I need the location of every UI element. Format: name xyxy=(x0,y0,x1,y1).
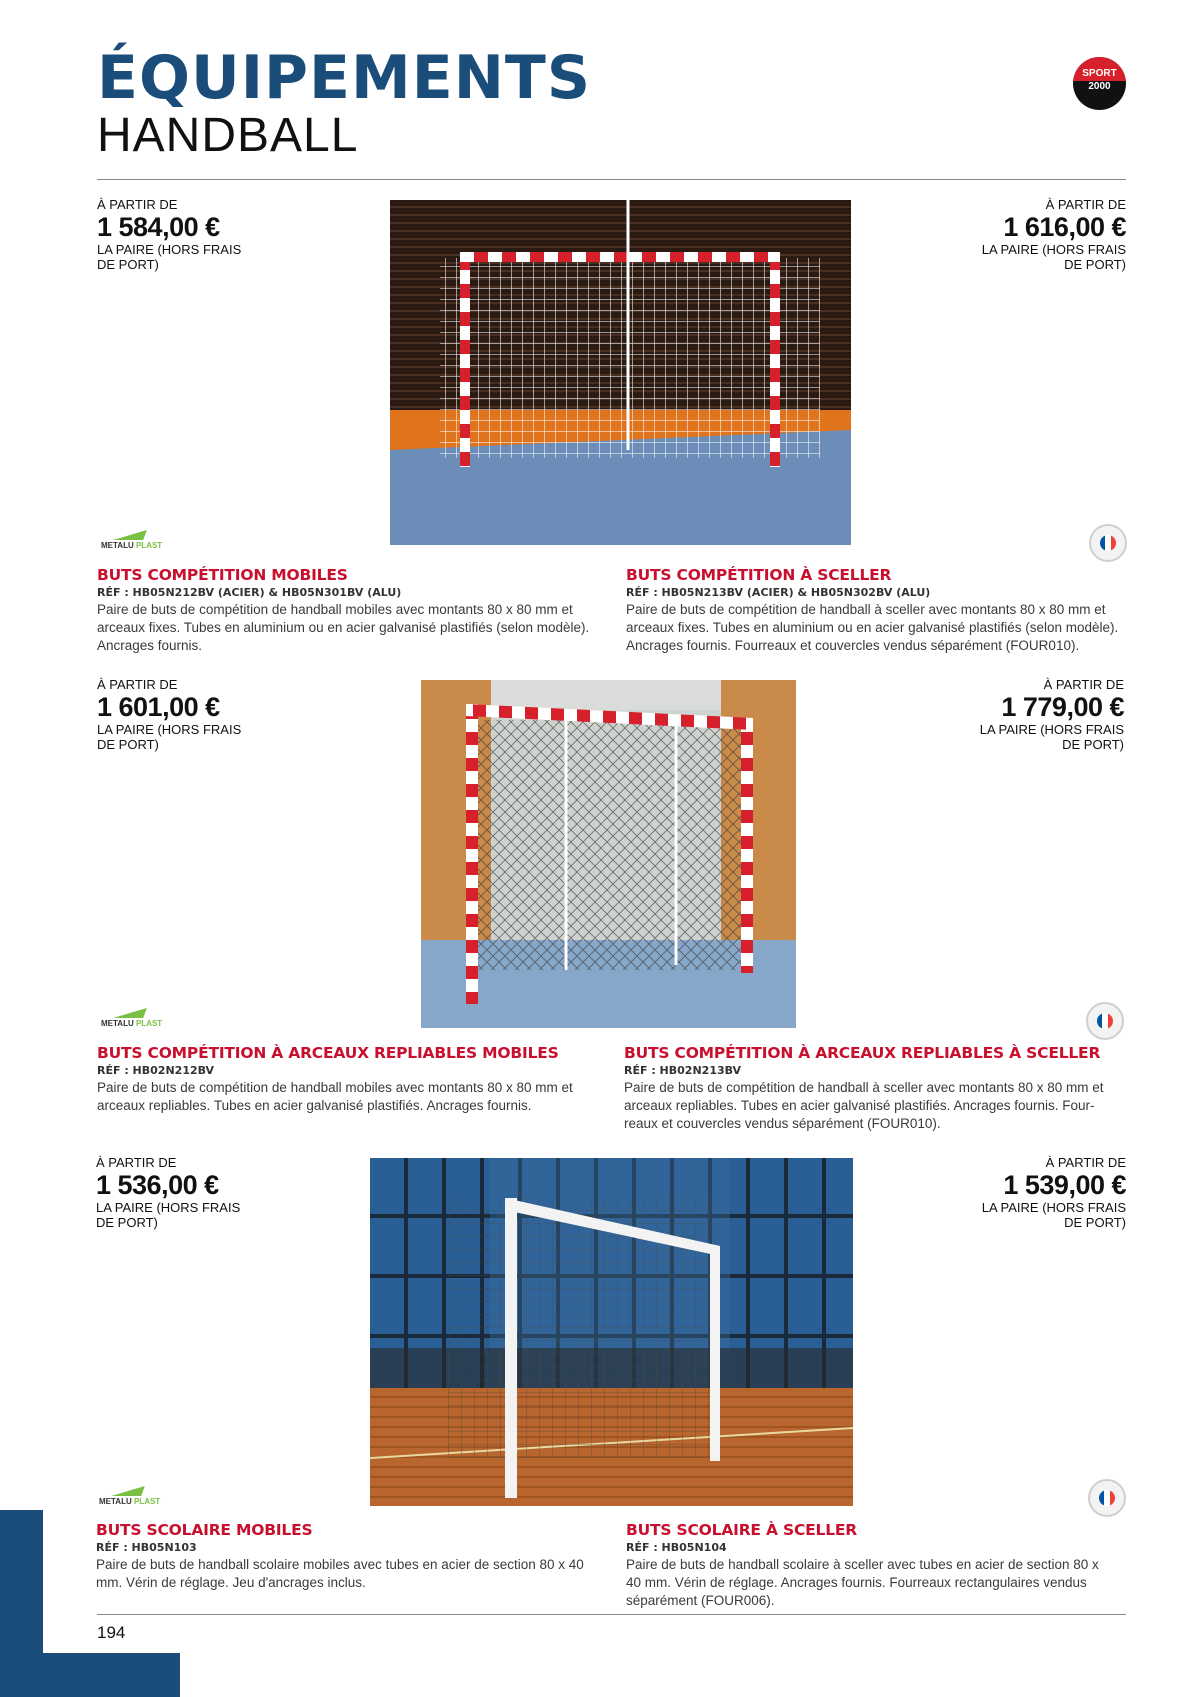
price-note: LA PAIRE (HORS FRAIS xyxy=(97,242,242,257)
product-ref: RÉF : HB02N213BV xyxy=(624,1064,742,1077)
price-from-label: À PARTIR DE xyxy=(1043,677,1124,692)
product-title: BUTS COMPÉTITION À ARCEAUX REPLIABLES MOBILES xyxy=(97,1044,559,1062)
price-note: LA PAIRE (HORS FRAIS xyxy=(97,722,242,737)
price-amount: 1 779,00 € xyxy=(1001,692,1124,722)
product-ref: RÉF : HB02N212BV xyxy=(97,1064,215,1077)
price-from-label: À PARTIR DE xyxy=(1045,1155,1126,1170)
product-photo-foldable-goal xyxy=(421,680,796,1028)
product-photo-competition-goal xyxy=(390,200,851,545)
product-description: Paire de buts de handball scolaire mobiles avec tubes en acier de section 80 x 40 mm. Vérin de réglage. Jeu d'ancrages inclus. xyxy=(96,1557,584,1590)
product-ref: RÉF : HB05N103 xyxy=(96,1541,197,1554)
made-in-france-badge xyxy=(1089,524,1127,562)
page-title: ÉQUIPEMENTS xyxy=(97,43,592,113)
page-number: 194 xyxy=(97,1623,126,1642)
product-title: BUTS COMPÉTITION À SCELLER xyxy=(626,566,892,584)
logo-text: PLAST xyxy=(135,541,163,550)
metalu-plast-logo xyxy=(101,530,163,556)
logo-text-top: SPORT xyxy=(1073,57,1126,81)
header-divider xyxy=(97,179,1126,180)
price-amount: 1 616,00 € xyxy=(1003,212,1126,242)
price-note: DE PORT) xyxy=(1062,737,1124,752)
page-subtitle: HANDBALL xyxy=(97,109,359,162)
price-block xyxy=(97,197,287,272)
price-block xyxy=(936,1155,1126,1230)
product-title: BUTS SCOLAIRE MOBILES xyxy=(96,1521,313,1539)
product-title: BUTS SCOLAIRE À SCELLER xyxy=(626,1521,858,1539)
metalu-plast-logo xyxy=(99,1486,161,1512)
price-amount: 1 536,00 € xyxy=(96,1170,219,1200)
price-note: DE PORT) xyxy=(1064,257,1126,272)
price-amount: 1 584,00 € xyxy=(97,212,220,242)
price-note: DE PORT) xyxy=(97,257,159,272)
price-note: LA PAIRE (HORS FRAIS xyxy=(979,722,1124,737)
logo-text: PLAST xyxy=(133,1497,161,1506)
product-description: Paire de buts de handball scolaire à sceller avec tubes en acier de section 80 x 40 mm. Vérin de réglage. Ancrages fournis. Fourreaux rectangulaires vendus séparément (FOUR006). xyxy=(626,1557,1099,1608)
logo-text: METALU xyxy=(99,1497,132,1506)
price-block xyxy=(934,677,1124,752)
sport2000-logo xyxy=(1073,57,1126,110)
corner-decoration xyxy=(0,1653,180,1697)
metalu-plast-logo xyxy=(101,1008,163,1034)
price-from-label: À PARTIR DE xyxy=(97,677,178,692)
product-title: BUTS COMPÉTITION À ARCEAUX REPLIABLES À SCELLER xyxy=(624,1044,1101,1062)
logo-text-bottom: 2000 xyxy=(1088,81,1111,92)
made-in-france-badge xyxy=(1088,1479,1126,1517)
price-amount: 1 601,00 € xyxy=(97,692,220,722)
price-note: LA PAIRE (HORS FRAIS xyxy=(981,242,1126,257)
made-in-france-badge xyxy=(1086,1002,1124,1040)
price-block xyxy=(97,677,287,752)
price-note: DE PORT) xyxy=(96,1215,158,1230)
product-photo-school-goal xyxy=(370,1158,853,1506)
price-note: DE PORT) xyxy=(1064,1215,1126,1230)
product-ref: RÉF : HB05N104 xyxy=(626,1541,727,1554)
logo-text: METALU xyxy=(101,1019,134,1028)
product-ref: RÉF : HB05N212BV (ACIER) & HB05N301BV (ALU) xyxy=(97,586,402,599)
product-description: Paire de buts de compétition de handball à sceller avec montants 80 x 80 mm et arceaux fixes. Tubes en aluminium ou en acier galvanisé plastifiés (selon modèle). Ancrages fournis. Fourreaux et couvercles vendus séparément (FOUR010). xyxy=(626,602,1119,653)
price-note: DE PORT) xyxy=(97,737,159,752)
price-from-label: À PARTIR DE xyxy=(1045,197,1126,212)
logo-text: PLAST xyxy=(135,1019,163,1028)
price-from-label: À PARTIR DE xyxy=(97,197,178,212)
price-from-label: À PARTIR DE xyxy=(96,1155,177,1170)
price-block xyxy=(96,1155,286,1230)
price-note: LA PAIRE (HORS FRAIS xyxy=(96,1200,241,1215)
product-description: Paire de buts de compétition de handball à sceller avec montants 80 x 80 mm et arceaux repliables. Tubes en acier galvanisé plastifiés. Ancrages fournis. Four-reaux et couvercles vendus séparément (FOUR010). xyxy=(624,1080,1104,1131)
price-block xyxy=(936,197,1126,272)
product-description: Paire de buts de compétition de handball mobiles avec montants 80 x 80 mm et arceaux repliables. Tubes en acier galvanisé plastifiés. Ancrages fournis. xyxy=(97,1080,573,1113)
price-amount: 1 539,00 € xyxy=(1003,1170,1126,1200)
product-title: BUTS COMPÉTITION MOBILES xyxy=(97,566,348,584)
price-note: LA PAIRE (HORS FRAIS xyxy=(981,1200,1126,1215)
logo-text: METALU xyxy=(101,541,134,550)
footer-divider xyxy=(97,1614,1126,1615)
product-ref: RÉF : HB05N213BV (ACIER) & HB05N302BV (ALU) xyxy=(626,586,931,599)
product-description: Paire de buts de compétition de handball mobiles avec montants 80 x 80 mm et arceaux fixes. Tubes en aluminium ou en acier galvanisé plastifiés (selon modèle). Ancrages fournis. xyxy=(97,602,590,653)
